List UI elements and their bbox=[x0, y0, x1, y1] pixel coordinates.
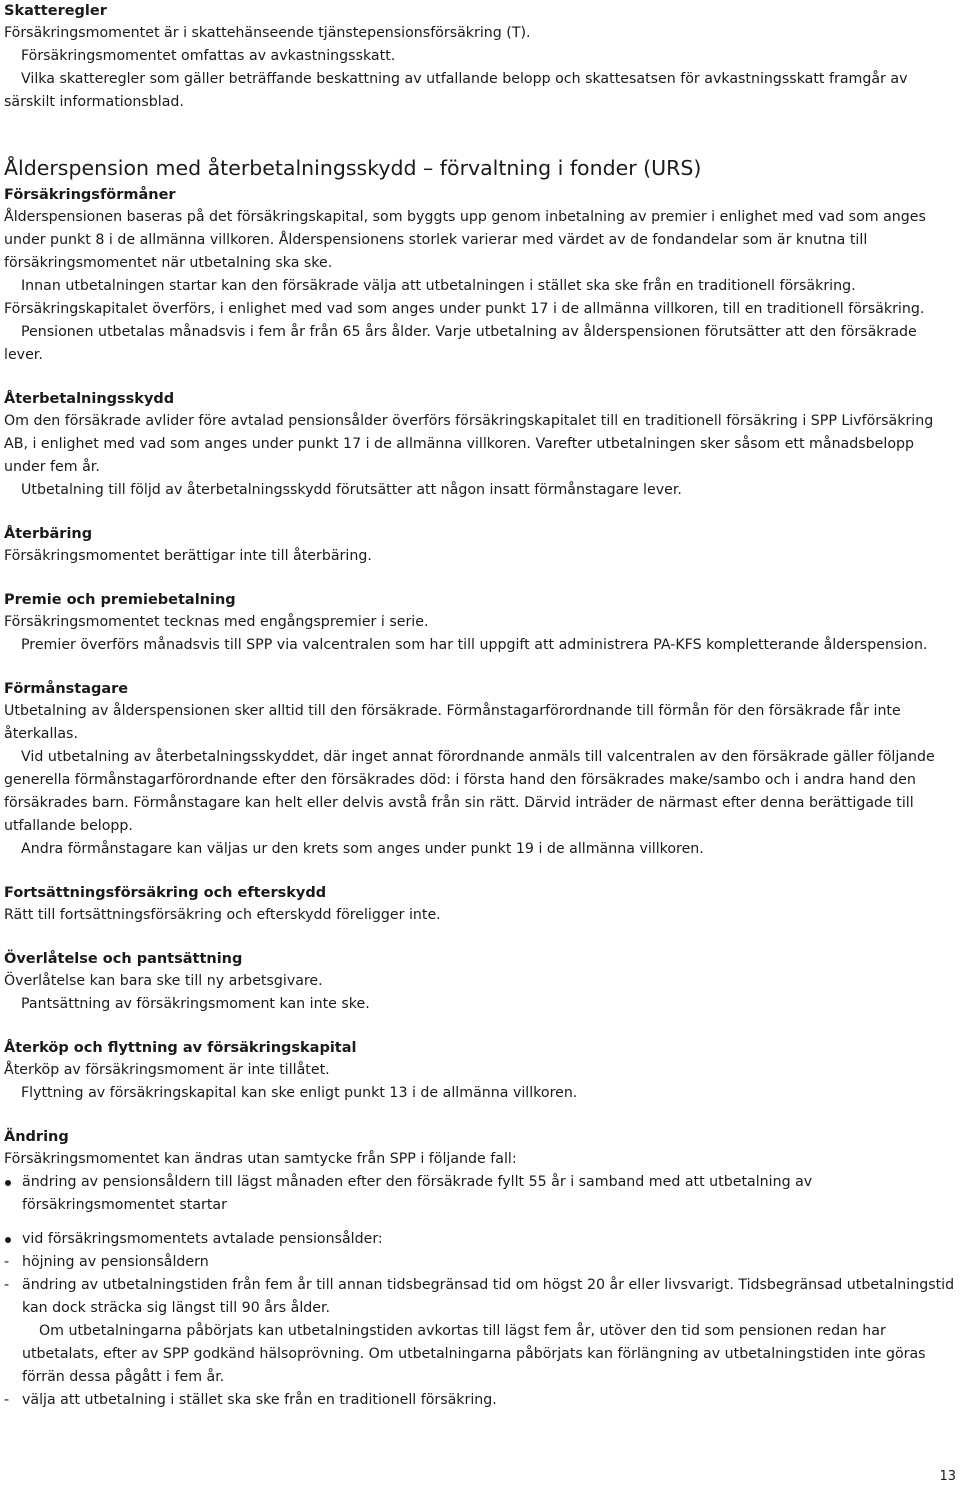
bullet-list bbox=[4, 1228, 958, 1412]
section-heading-andring: Ändring bbox=[4, 1129, 69, 1145]
paragraph: Försäkringsmomentet är i skattehänseende tjänstepensionsförsäkring (T). bbox=[4, 25, 531, 41]
paragraph: Om utbetalningarna påbörjats kan utbetalningstiden avkortas till lägst fem år, utöver den tid som pensionen redan har utbetalats, efter av SPP godkänd hälsoprövning. Om utbetalningarna påbörjats kan förlängning av utbetalningstiden inte göras förrän dessa pågått i fem år. bbox=[22, 1323, 926, 1385]
bullet-item: ändring av pensionsåldern till lägst månaden efter den försäkrade fyllt 55 år i samband med att utbetalning av försäkringsmomentet startar bbox=[4, 1171, 958, 1217]
page-number: 13 bbox=[939, 1469, 956, 1484]
section-heading-aterbaring: Återbäring bbox=[4, 526, 93, 542]
section-heading-aterbetalningsskydd: Återbetalningsskydd bbox=[4, 391, 175, 407]
paragraph: Vid utbetalning av återbetalningsskyddet, där inget annat förordnande anmäls till valcentralen av den försäkrade gäller följande generella förmånstagarförordnande efter den försäkrades död: i första hand den försäkrades make/sambo och i andra hand den försäkrades barn. Förmånstagare kan helt eller delvis avstå från sin rätt. Därvid inträder de närmast efter denna berättigade till utfallande belopp. bbox=[4, 749, 935, 834]
section-heading-skatteregler: Skatteregler bbox=[4, 3, 107, 19]
paragraph: Flyttning av försäkringskapital kan ske enligt punkt 13 i de allmänna villkoren. bbox=[21, 1085, 578, 1101]
section-heading-formanstagare: Förmånstagare bbox=[4, 681, 129, 697]
paragraph: Vilka skatteregler som gäller beträffande beskattning av utfallande belopp och skattesatsen för avkastningsskatt framgår av särskilt informationsblad. bbox=[4, 71, 908, 110]
section-heading-overlatelse: Överlåtelse och pantsättning bbox=[4, 951, 243, 967]
dash-item: - välja att utbetalning i stället ska ske från en traditionell försäkring. bbox=[4, 1389, 958, 1412]
paragraph: Utbetalning till följd av återbetalningsskydd förutsätter att någon insatt förmånstagare lever. bbox=[21, 482, 682, 498]
document-page bbox=[4, 0, 958, 1412]
paragraph: Andra förmånstagare kan väljas ur den krets som anges under punkt 19 i de allmänna villkoren. bbox=[21, 841, 704, 857]
paragraph: Utbetalning av ålderspensionen sker alltid till den försäkrade. Förmånstagarförordnande till förmån för den försäkrade får inte återkallas. bbox=[4, 703, 901, 742]
section-heading-forsakringsformaner: Försäkringsförmåner bbox=[4, 187, 176, 203]
bullet-item-label: vid försäkringsmomentets avtalade pensionsålder: bbox=[22, 1231, 383, 1247]
section-heading-premie: Premie och premiebetalning bbox=[4, 592, 236, 608]
paragraph: Om den försäkrade avlider före avtalad pensionsålder överförs försäkringskapitalet till en traditionell försäkring i SPP Livförsäkring AB, i enlighet med vad som anges under punkt 17 i de allmänna villkoren. Varefter utbetalningen sker såsom ett månadsbelopp under fem år. bbox=[4, 413, 934, 475]
paragraph: Premier överförs månadsvis till SPP via valcentralen som har till uppgift att administrera PA-KFS kompletterande ålderspension. bbox=[21, 637, 928, 653]
paragraph: Överlåtelse kan bara ske till ny arbetsgivare. bbox=[4, 973, 323, 989]
paragraph: Försäkringsmomentet kan ändras utan samtycke från SPP i följande fall: bbox=[4, 1151, 517, 1167]
dash-list bbox=[4, 1251, 958, 1412]
dash-item bbox=[4, 1274, 958, 1389]
section-heading-aterkop: Återköp och flyttning av försäkringskapital bbox=[4, 1040, 357, 1056]
bullet-item bbox=[4, 1228, 958, 1412]
paragraph: Återköp av försäkringsmoment är inte tillåtet. bbox=[4, 1062, 330, 1078]
bullet-list bbox=[4, 1171, 958, 1217]
dash-item: - höjning av pensionsåldern bbox=[4, 1251, 958, 1274]
paragraph: Försäkringsmomentet berättigar inte till återbäring. bbox=[4, 548, 372, 564]
paragraph: Pensionen utbetalas månadsvis i fem år från 65 års ålder. Varje utbetalning av ålderspensionen förutsätter att den försäkrade lever. bbox=[4, 324, 917, 363]
paragraph: Ålderspensionen baseras på det försäkringskapital, som byggts upp genom inbetalning av premier i enlighet med vad som anges under punkt 8 i de allmänna villkoren. Ålderspensionens storlek varierar med värdet av de fondandelar som är knutna till försäkringsmomentet när utbetalning ska ske. bbox=[4, 209, 926, 271]
section-heading-fortsattningsforsakring: Fortsättningsförsäkring och efterskydd bbox=[4, 885, 327, 901]
document-title: Ålderspension med återbetalningsskydd – förvaltning i fonder (URS) bbox=[4, 156, 702, 180]
paragraph: Försäkringsmomentet omfattas av avkastningsskatt. bbox=[21, 48, 396, 64]
paragraph: Pantsättning av försäkringsmoment kan inte ske. bbox=[21, 996, 370, 1012]
dash-item-text: ändring av utbetalningstiden från fem år till annan tidsbegränsad tid om högst 20 år eller livsvarigt. Tidsbegränsad utbetalningstid kan dock sträcka sig längst till 90 års ålder. bbox=[22, 1277, 955, 1316]
paragraph: Innan utbetalningen startar kan den försäkrade välja att utbetalningen i stället ska ske från en traditionell försäkring. Försäkringskapitalet överförs, i enlighet med vad som anges under punkt 17 i de allmänna villkoren, till en traditionell försäkring. bbox=[4, 278, 925, 317]
paragraph: Rätt till fortsättningsförsäkring och efterskydd föreligger inte. bbox=[4, 907, 441, 923]
paragraph: Försäkringsmomentet tecknas med engångspremier i serie. bbox=[4, 614, 429, 630]
